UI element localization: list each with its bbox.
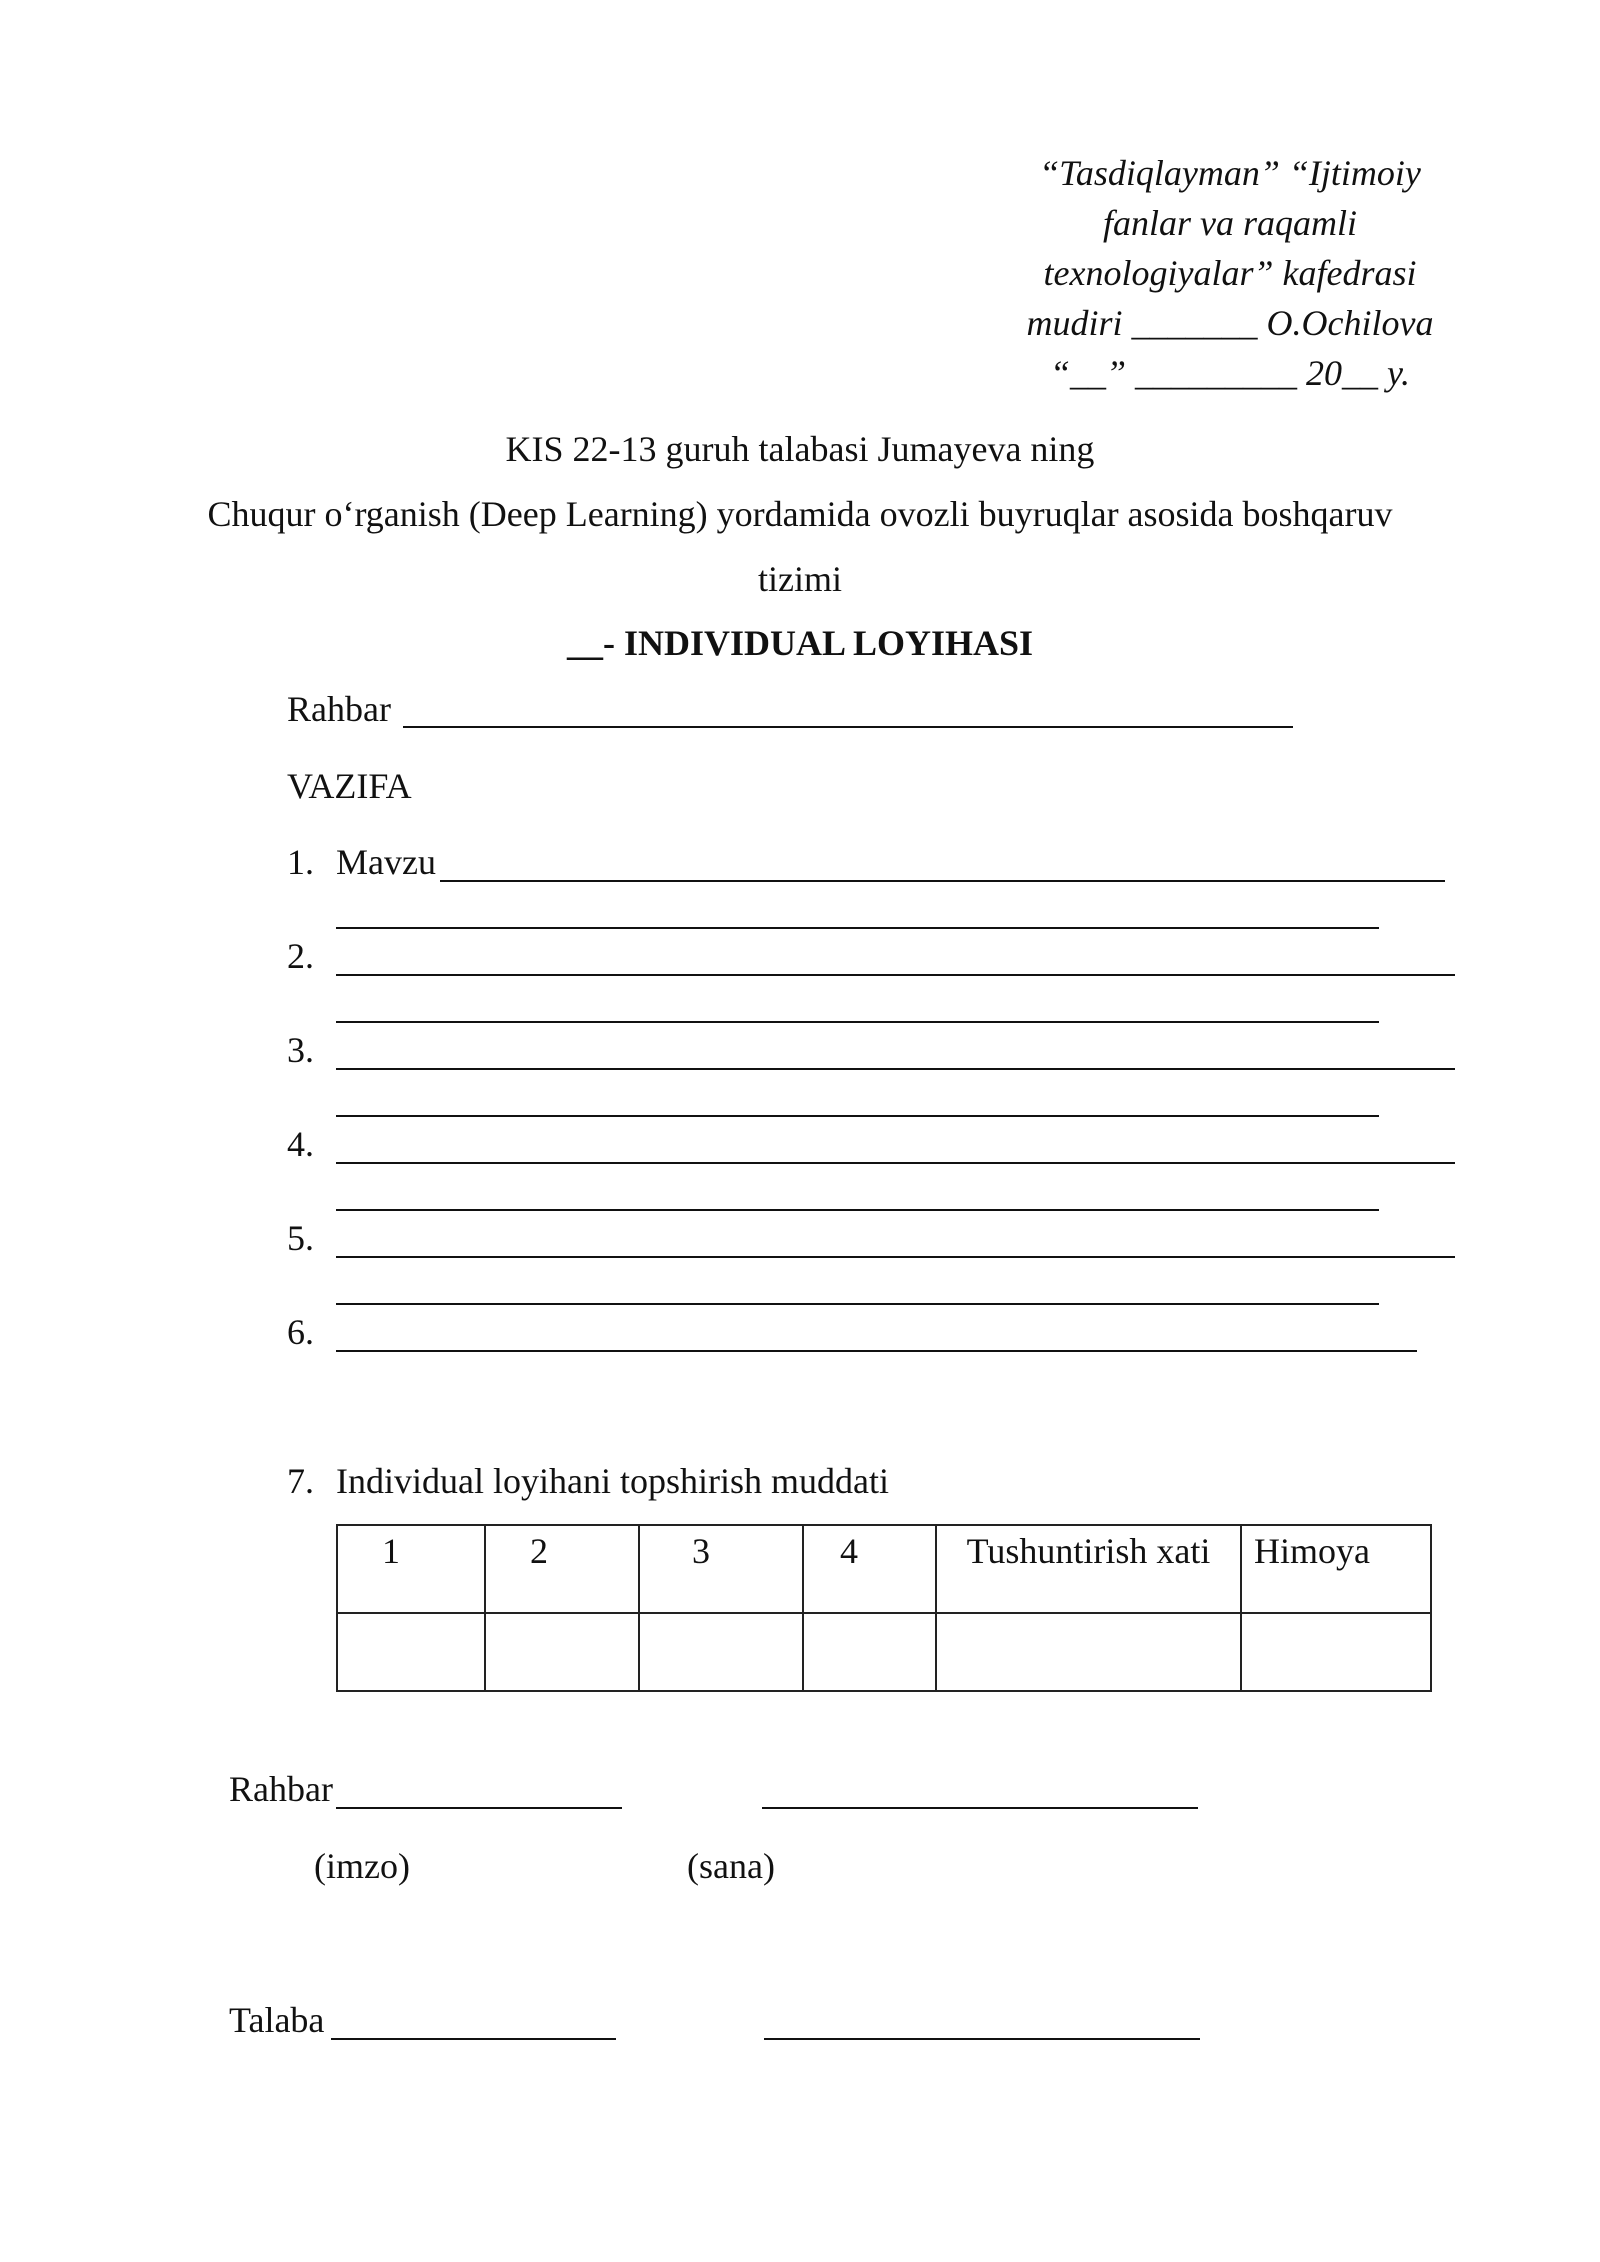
rahbar-signature-line[interactable] (336, 1807, 622, 1809)
item-2-continuation-line[interactable] (336, 1021, 1379, 1023)
item-number: 2. (287, 936, 314, 976)
column-header: Tushuntirish xati (936, 1525, 1241, 1613)
table-header-row (337, 1525, 1431, 1613)
approval-line-2: fanlar va raqamli (1102, 203, 1357, 243)
item-6-blank-line[interactable] (336, 1350, 1417, 1352)
sana-caption: (sana) (687, 1846, 775, 1886)
table-cell[interactable] (1241, 1613, 1431, 1691)
column-header: Himoya (1241, 1525, 1431, 1613)
column-header: 4 (803, 1525, 936, 1613)
table-cell[interactable] (803, 1613, 936, 1691)
item-4-blank-line[interactable] (336, 1162, 1455, 1164)
item-1-continuation-line[interactable] (336, 927, 1379, 929)
item-2-blank-line[interactable] (336, 974, 1455, 976)
deadline-table (336, 1524, 1432, 1692)
approval-line-3: texnologiyalar” kafedrasi (1043, 253, 1417, 293)
vazifa-heading: VAZIFA (287, 766, 412, 806)
approval-block (980, 148, 1480, 398)
item-number: 6. (287, 1312, 314, 1352)
signature-talaba-label: Talaba (229, 2000, 325, 2040)
table-cell[interactable] (936, 1613, 1241, 1691)
column-header: 3 (639, 1525, 803, 1613)
item-number: 1. (287, 842, 314, 882)
rahbar-blank-line[interactable] (403, 726, 1293, 728)
item-number: 7. (287, 1461, 314, 1501)
rahbar-label: Rahbar (287, 689, 391, 729)
approval-line-4: mudiri _______ O.Ochilova (1026, 303, 1434, 343)
topic-line-2: tizimi (758, 559, 842, 599)
signature-rahbar-label: Rahbar (229, 1769, 333, 1809)
item-5-blank-line[interactable] (336, 1256, 1455, 1258)
item-label-mavzu: Mavzu (336, 842, 436, 882)
item-number: 3. (287, 1030, 314, 1070)
imzo-caption: (imzo) (314, 1846, 410, 1886)
table-cell[interactable] (337, 1613, 485, 1691)
item-5-continuation-line[interactable] (336, 1303, 1379, 1305)
item-3-continuation-line[interactable] (336, 1115, 1379, 1117)
approval-line-1: “Tasdiqlayman” “Ijtimoiy (1039, 153, 1421, 193)
student-line: KIS 22-13 guruh talabasi Jumayeva ning (505, 429, 1095, 469)
item-number: 4. (287, 1124, 314, 1164)
table-cell[interactable] (485, 1613, 639, 1691)
item-1-blank-line[interactable] (440, 880, 1445, 882)
table-cell[interactable] (639, 1613, 803, 1691)
column-header: 2 (485, 1525, 639, 1613)
table-row (337, 1613, 1431, 1691)
talaba-signature-line[interactable] (331, 2038, 616, 2040)
rahbar-date-line[interactable] (762, 1807, 1198, 1809)
topic-line-1: Chuqur o‘rganish (Deep Learning) yordamida ovozli buyruqlar asosida boshqaruv (207, 494, 1393, 534)
item-number: 5. (287, 1218, 314, 1258)
item-4-continuation-line[interactable] (336, 1209, 1379, 1211)
project-title: __- INDIVIDUAL LOYIHASI (566, 623, 1034, 663)
item-3-blank-line[interactable] (336, 1068, 1455, 1070)
deadline-label: Individual loyihani topshirish muddati (336, 1461, 889, 1501)
talaba-date-line[interactable] (764, 2038, 1200, 2040)
approval-line-5: “__” _________ 20__ y. (1049, 353, 1411, 393)
column-header: 1 (337, 1525, 485, 1613)
